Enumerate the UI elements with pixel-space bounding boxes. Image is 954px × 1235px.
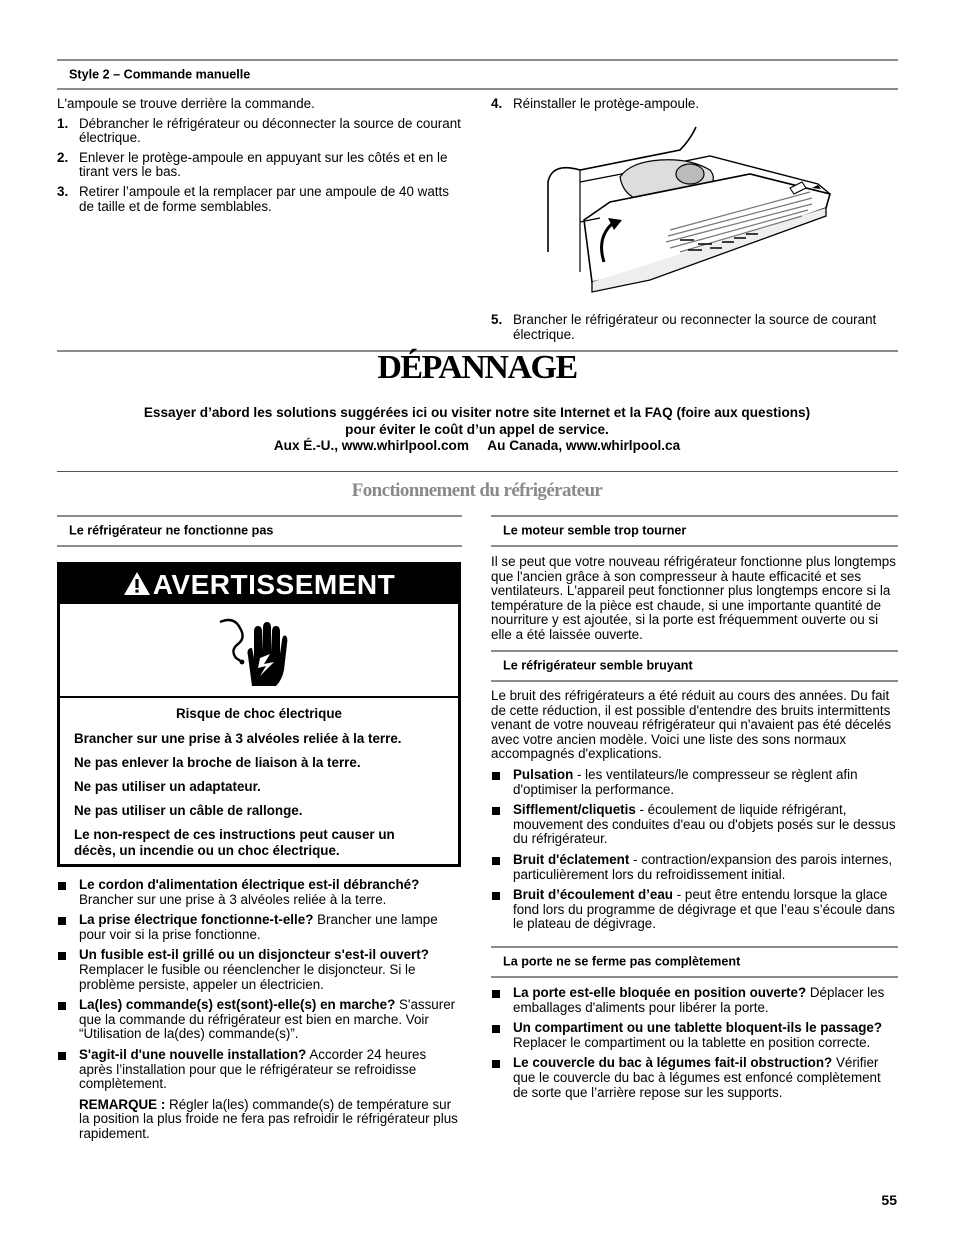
lamp-cover-illustration <box>540 122 840 302</box>
step-1: 1. Débrancher le réfrigérateur ou déconnecter la source de courant électrique. <box>57 115 461 146</box>
warning-text <box>74 706 444 867</box>
style2-header <box>57 59 898 90</box>
motor-text: Il se peut que votre nouveau réfrigérateur fonctionne plus longtemps que l'ancien grâce à son compresseur à haute efficacité et ses ventilateurs. L'appareil peut fonctionner plus longtemps encore si la température de la pièce est chaude, si une importante quantité de nourriture y est ajoutée, si la porte est fréquemment ouverte ou si elle a été laissée ouverte. <box>491 554 896 642</box>
noise-header: Le réfrigérateur semble bruyant <box>491 650 898 682</box>
bullet-icon <box>492 1060 500 1068</box>
warning-risk: Risque de choc électrique <box>176 706 342 721</box>
step-5-wrap <box>491 313 899 342</box>
intro-line-3: Aux É.-U., www.whirlpool.com Au Canada, www.whirlpool.ca <box>273 438 681 453</box>
warning-triangle-icon <box>123 571 151 596</box>
warning-line-4: Ne pas utiliser un câble de rallonge. <box>74 802 303 818</box>
bullet-icon <box>492 772 500 780</box>
not-working-header: Le réfrigérateur ne fonctionne pas <box>57 515 462 547</box>
bullet-icon <box>492 1025 500 1033</box>
left-bullets <box>57 878 461 1142</box>
door-header: La porte ne se ferme pas complètement <box>491 946 898 978</box>
step-4: 4. Réinstaller le protège-ampoule. <box>491 96 700 111</box>
step-5: 5. Brancher le réfrigérateur ou reconnecter la source de courant électrique. <box>491 312 877 342</box>
bullet-icon <box>58 917 66 925</box>
section-title: Fonctionnement du réfrigérateur <box>351 480 603 501</box>
bullet-icon <box>58 1052 66 1060</box>
lamp-intro: L'ampoule se trouve derrière la commande. <box>57 96 315 111</box>
warning-box <box>57 562 461 867</box>
electric-shock-hand-icon <box>212 614 288 690</box>
list-item: La(les) commande(s) est(sont)-elle(s) en marche? S'assurer que la commande du réfrigérateur est bien en marche. Voir “Utilisation de la(des) commande(s)”. <box>57 998 461 1042</box>
note: REMARQUE : Régler la(les) commande(s) de température sur la position la plus froide ne fera pas refroidir le réfrigérateur plus rapidement. <box>79 1096 458 1141</box>
warning-line-5: Le non-respect de ces instructions peut causer un décès, un incendie ou un choc électrique. <box>74 826 395 858</box>
top-right-column <box>491 97 899 112</box>
list-item: Pulsation - les ventilateurs/le compresseur se règlent afin d'optimiser la performance. <box>491 768 899 797</box>
section-divider-2 <box>57 471 898 472</box>
intro-line-2: pour éviter le coût d’un appel de service. <box>345 422 609 437</box>
motor-header: Le moteur semble trop tourner <box>491 515 898 547</box>
list-item: Sifflement/cliquetis - écoulement de liquide réfrigérant, mouvement des conduites d'eau ou d'objets posés sur le dessus du réfrigérateur. <box>491 803 899 847</box>
list-item: Le couvercle du bac à légumes fait-il obstruction? Vérifier que le couvercle du bac à légumes est enfoncé complètement de sorte que l’arrière repose sur les supports. <box>491 1056 899 1100</box>
bullet-icon <box>492 857 500 865</box>
list-item: Un compartiment ou une tablette bloquent-ils le passage? Replacer le compartiment ou la tablette en position correcte. <box>491 1021 899 1050</box>
warning-line-3: Ne pas utiliser un adaptateur. <box>74 778 261 794</box>
warning-line-1: Brancher sur une prise à 3 alvéoles reliée à la terre. <box>74 730 402 746</box>
intro-line-1: Essayer d’abord les solutions suggérées ici ou visiter notre site Internet et la FAQ (foire aux questions) <box>143 405 811 420</box>
noise-text: Le bruit des réfrigérateurs a été réduit au cours des années. Du fait de cette réduction, il est possible d'entendre des bruits intermittents venant de votre nouveau réfrigérateur qui n'avaient pas été décelés avec votre ancien modèle. Voici une liste des sons normaux accompagnés d'explications. <box>491 688 892 762</box>
list-item: Un fusible est-il grillé ou un disjoncteur s'est-il ouvert? Remplacer le fusible ou réenclencher le disjoncteur. Si le problème persiste, appeler un électricien. <box>57 948 461 992</box>
list-item: Le cordon d'alimentation électrique est-il débranché? Brancher sur une prise à 3 alvéoles reliée à la terre. <box>57 878 461 907</box>
noise-section <box>491 689 899 932</box>
page-number: 55 <box>881 1192 897 1208</box>
page-title: DÉPANNAGE <box>377 349 577 386</box>
door-section <box>491 986 899 1100</box>
warning-title: AVERTISSEMENT <box>152 569 396 600</box>
warning-line-2: Ne pas enlever la broche de liaison à la terre. <box>74 754 361 770</box>
warning-header <box>60 565 458 604</box>
list-item: La prise électrique fonctionne-t-elle? Brancher une lampe pour voir si la prise fonctionne. <box>57 913 461 942</box>
list-item: La porte est-elle bloquée en position ouverte? Déplacer les emballages d'aliments pour libérer la porte. <box>491 986 899 1015</box>
top-left-column <box>57 97 465 214</box>
step-3: 3. Retirer l’ampoule et la remplacer par une ampoule de 40 watts de taille et de forme semblables. <box>57 183 449 214</box>
bullet-icon <box>58 882 66 890</box>
bullet-icon <box>58 952 66 960</box>
list-item: S'agit-il d'une nouvelle installation? Accorder 24 heures après l’installation pour que le réfrigérateur se refroidisse complètement. <box>57 1048 461 1092</box>
warning-icon-area <box>60 604 458 698</box>
bullet-icon <box>58 1002 66 1010</box>
bullet-icon <box>492 892 500 900</box>
list-item: Bruit d’écoulement d’eau - peut être entendu lorsque la glace fond lors du programme de dégivrage et que l’eau s’écoule dans le plateau de dégivrage. <box>491 888 899 932</box>
step-2: 2. Enlever le protège-ampoule en appuyant sur les côtés et en le tirant vers le bas. <box>57 149 448 180</box>
list-item: Bruit d'éclatement - contraction/expansion des parois internes, particulièrement lors du refroidissement initial. <box>491 853 899 882</box>
bullet-icon <box>492 807 500 815</box>
style2-header-label: Style 2 – Commande manuelle <box>69 67 251 82</box>
bullet-icon <box>492 990 500 998</box>
